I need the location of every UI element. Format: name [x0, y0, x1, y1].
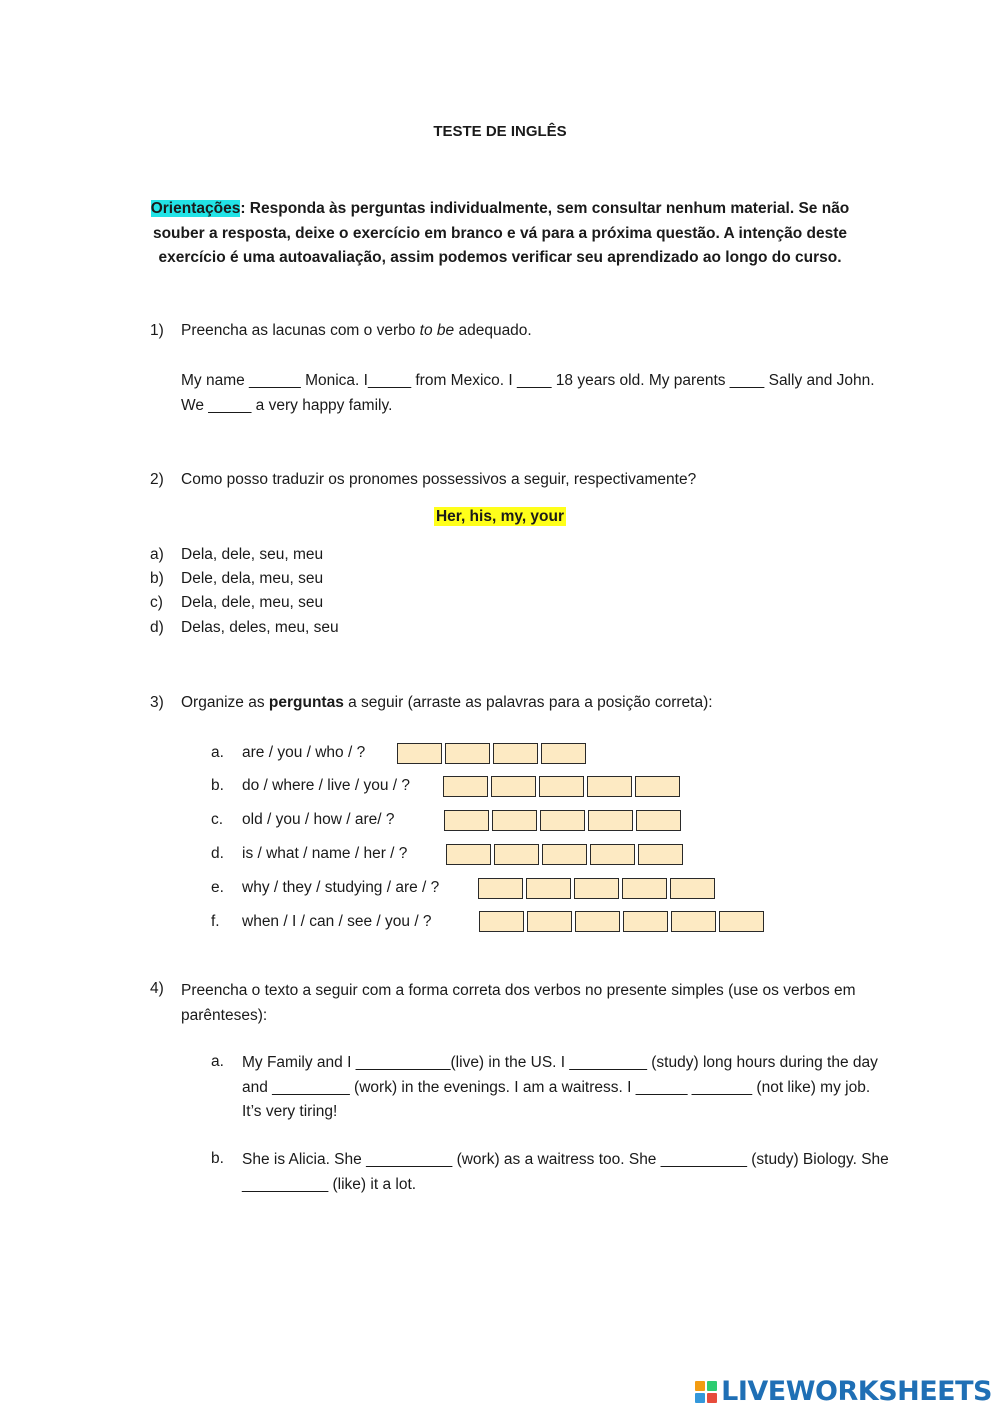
- q3-prompt-bold: perguntas: [268, 694, 344, 711]
- q3-item-letter: f.: [211, 913, 220, 930]
- q1-prompt: [181, 322, 532, 340]
- drop-box[interactable]: [491, 776, 536, 797]
- drop-box[interactable]: [446, 844, 491, 865]
- liveworksheets-logo[interactable]: [695, 1376, 992, 1407]
- q2-option-letter[interactable]: b): [150, 570, 164, 587]
- drop-box[interactable]: [670, 878, 715, 899]
- q3-prompt-before: Organize as: [181, 694, 269, 711]
- q3-prompt: [181, 694, 713, 712]
- q3-number: 3): [150, 694, 164, 711]
- q4-item-letter: b.: [211, 1150, 224, 1167]
- drop-box[interactable]: [526, 878, 571, 899]
- drop-box[interactable]: [443, 776, 488, 797]
- q2-prompt: Como posso traduzir os pronomes possessivos a seguir, respectivamente?: [181, 471, 697, 488]
- drop-box[interactable]: [542, 844, 587, 865]
- q1-prompt-italic: to be: [419, 322, 455, 339]
- q3-item-text: when / I / can / see / you / ?: [242, 913, 432, 930]
- drop-box[interactable]: [539, 776, 584, 797]
- drop-box[interactable]: [636, 810, 681, 831]
- drop-box[interactable]: [541, 743, 586, 764]
- instructions-label: Orientações: [150, 200, 241, 217]
- logo-text: LIVEWORKSHEETS: [721, 1376, 992, 1407]
- q4-item-text[interactable]: She is Alicia. She __________ (work) as a waitress too. She __________ (study) Biology. She __________ (like) it a lot.: [242, 1151, 889, 1193]
- drop-box[interactable]: [444, 810, 489, 831]
- q1-text[interactable]: My name ______ Monica. I_____ from Mexico. I ____ 18 years old. My parents ____ Sally and John. We _____ a very happy family.: [181, 372, 875, 414]
- q3-item-letter: b.: [211, 777, 224, 794]
- drop-box[interactable]: [638, 844, 683, 865]
- q3-item-text: are / you / who / ?: [242, 744, 366, 761]
- q3-item-text: old / you / how / are/ ?: [242, 811, 395, 828]
- q1-prompt-before: Preencha as lacunas com o verbo: [181, 322, 420, 339]
- q4-item-text[interactable]: My Family and I ___________(live) in the US. I _________ (study) long hours during the day and _________ (work) in the evenings. I am a waitress. I ______ _______ (not like) my job. It’s very tiring!: [242, 1054, 878, 1120]
- q3-item-letter: c.: [211, 811, 224, 828]
- q2-highlight: Her, his, my, your: [435, 508, 565, 525]
- q3-answer-row: [478, 878, 715, 899]
- drop-box[interactable]: [587, 776, 632, 797]
- drop-box[interactable]: [588, 810, 633, 831]
- drop-box[interactable]: [575, 911, 620, 932]
- q2-option-text[interactable]: Dela, dele, meu, seu: [181, 594, 324, 611]
- q3-item-text: why / they / studying / are / ?: [242, 879, 440, 896]
- q3-answer-row: [479, 911, 764, 932]
- q3-item-letter: e.: [211, 879, 224, 896]
- q3-item-letter: a.: [211, 744, 224, 761]
- q2-option-letter[interactable]: a): [150, 546, 164, 563]
- q2-option-letter[interactable]: d): [150, 619, 164, 636]
- q2-option-letter[interactable]: c): [150, 594, 163, 611]
- q2-number: 2): [150, 471, 164, 488]
- drop-box[interactable]: [574, 878, 619, 899]
- liveworksheets-logo-icon: [695, 1381, 717, 1403]
- q2-option-text[interactable]: Dele, dela, meu, seu: [181, 570, 324, 587]
- q1-number: 1): [150, 322, 164, 339]
- drop-box[interactable]: [622, 878, 667, 899]
- q3-item-text: do / where / live / you / ?: [242, 777, 411, 794]
- q2-option-text[interactable]: Delas, deles, meu, seu: [181, 619, 339, 636]
- drop-box[interactable]: [635, 776, 680, 797]
- drop-box[interactable]: [397, 743, 442, 764]
- q3-prompt-after: a seguir (arraste as palavras para a posição correta):: [343, 694, 713, 711]
- drop-box[interactable]: [478, 878, 523, 899]
- q1-prompt-after: adequado.: [454, 322, 532, 339]
- q3-item-text: is / what / name / her / ?: [242, 845, 408, 862]
- drop-box[interactable]: [493, 743, 538, 764]
- drop-box[interactable]: [719, 911, 764, 932]
- q4-number: 4): [150, 980, 164, 997]
- instructions: [130, 197, 870, 271]
- q3-item-letter: d.: [211, 845, 224, 862]
- drop-box[interactable]: [479, 911, 524, 932]
- q3-answer-row: [446, 844, 683, 865]
- drop-box[interactable]: [590, 844, 635, 865]
- drop-box[interactable]: [494, 844, 539, 865]
- q3-answer-row: [444, 810, 681, 831]
- q4-prompt: Preencha o texto a seguir com a forma correta dos verbos no presente simples (use os verbos em parênteses):: [181, 982, 856, 1024]
- drop-box[interactable]: [623, 911, 668, 932]
- instructions-text: : Responda às perguntas individualmente, sem consultar nenhum material. Se não souber a resposta, deixe o exercício em branco e vá para a próxima questão. A intenção deste exercício é uma autoavaliação, assim podemos verificar seu aprendizado ao longo do curso.: [152, 200, 850, 266]
- q2-highlight-line: [0, 508, 1000, 526]
- drop-box[interactable]: [527, 911, 572, 932]
- q3-answer-row: [443, 776, 680, 797]
- q2-option-text[interactable]: Dela, dele, seu, meu: [181, 546, 324, 563]
- q3-answer-row: [397, 743, 586, 764]
- drop-box[interactable]: [492, 810, 537, 831]
- drop-box[interactable]: [671, 911, 716, 932]
- q4-item-letter: a.: [211, 1053, 224, 1070]
- drop-box[interactable]: [540, 810, 585, 831]
- page-title: TESTE DE INGLÊS: [433, 123, 567, 140]
- drop-box[interactable]: [445, 743, 490, 764]
